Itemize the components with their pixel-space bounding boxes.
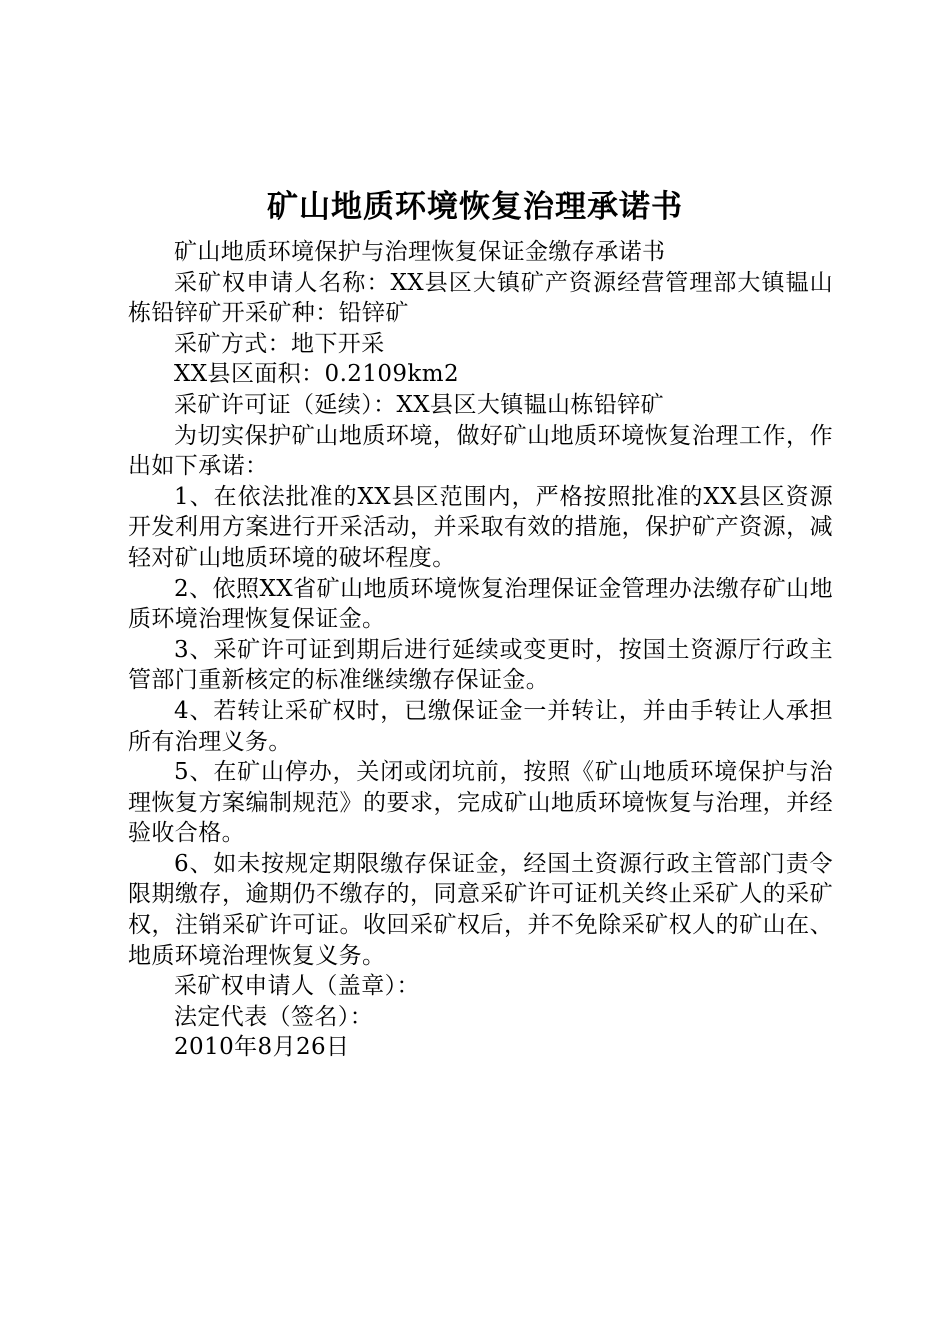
paragraph-commitment-1: 1、在依法批准的XX县区范围内，严格按照批准的XX县区资源开发利用方案进行开采活动，并采取有效的措施，保护矿产资源，减轻对矿山地质环境的破坏程度。 xyxy=(128,483,833,571)
paragraph-mining-method: 采矿方式：地下开采 xyxy=(174,330,385,357)
signature-legal-representative: 法定代表（签名）： xyxy=(174,1003,374,1030)
paragraph-commitment-4: 4、若转让采矿权时，已缴保证金一并转让，并由手转让人承担所有治理义务。 xyxy=(128,697,833,755)
paragraph-area: XX县区面积：0.2109km2 xyxy=(174,361,460,388)
paragraph-commitment-5: 5、在矿山停办，关闭或闭坑前，按照《矿山地质环境保护与治理恢复方案编制规范》的要求，完成矿山地质环境恢复与治理，并经验收合格。 xyxy=(128,759,833,847)
signature-applicant-seal: 采矿权申请人（盖章）： xyxy=(174,973,420,1000)
paragraph-commitment-2: 2、依照XX省矿山地质环境恢复治理保证金管理办法缴存矿山地质环境治理恢复保证金。 xyxy=(128,575,833,633)
document-body xyxy=(128,237,833,1063)
paragraph-applicant-name: 采矿权申请人名称：XX县区大镇矿产资源经营管理部大镇韫山栋铅锌矿开采矿种：铅锌矿 xyxy=(128,269,833,327)
paragraph-intro: 为切实保护矿山地质环境，做好矿山地质环境恢复治理工作，作出如下承诺： xyxy=(128,422,833,480)
paragraph-commitment-3: 3、采矿许可证到期后进行延续或变更时，按国土资源厅行政主管部门重新核定的标准继续缴存保证金。 xyxy=(128,636,833,694)
paragraph-heading: 矿山地质环境保护与治理恢复保证金缴存承诺书 xyxy=(174,239,666,265)
paragraph-license: 采矿许可证（延续）：XX县区大镇韫山栋铅锌矿 xyxy=(174,391,665,418)
paragraph-commitment-6: 6、如未按规定期限缴存保证金，经国土资源行政主管部门责令限期缴存，逾期仍不缴存的，同意采矿许可证机关终止采矿人的采矿权，注销采矿许可证。收回采矿权后，并不免除采矿权人的矿山在、地质环境治理恢复义务。 xyxy=(128,850,833,969)
document-title: 矿山地质环境恢复治理承诺书 xyxy=(267,189,683,225)
document-date: 2010年8月26日 xyxy=(174,1034,350,1061)
